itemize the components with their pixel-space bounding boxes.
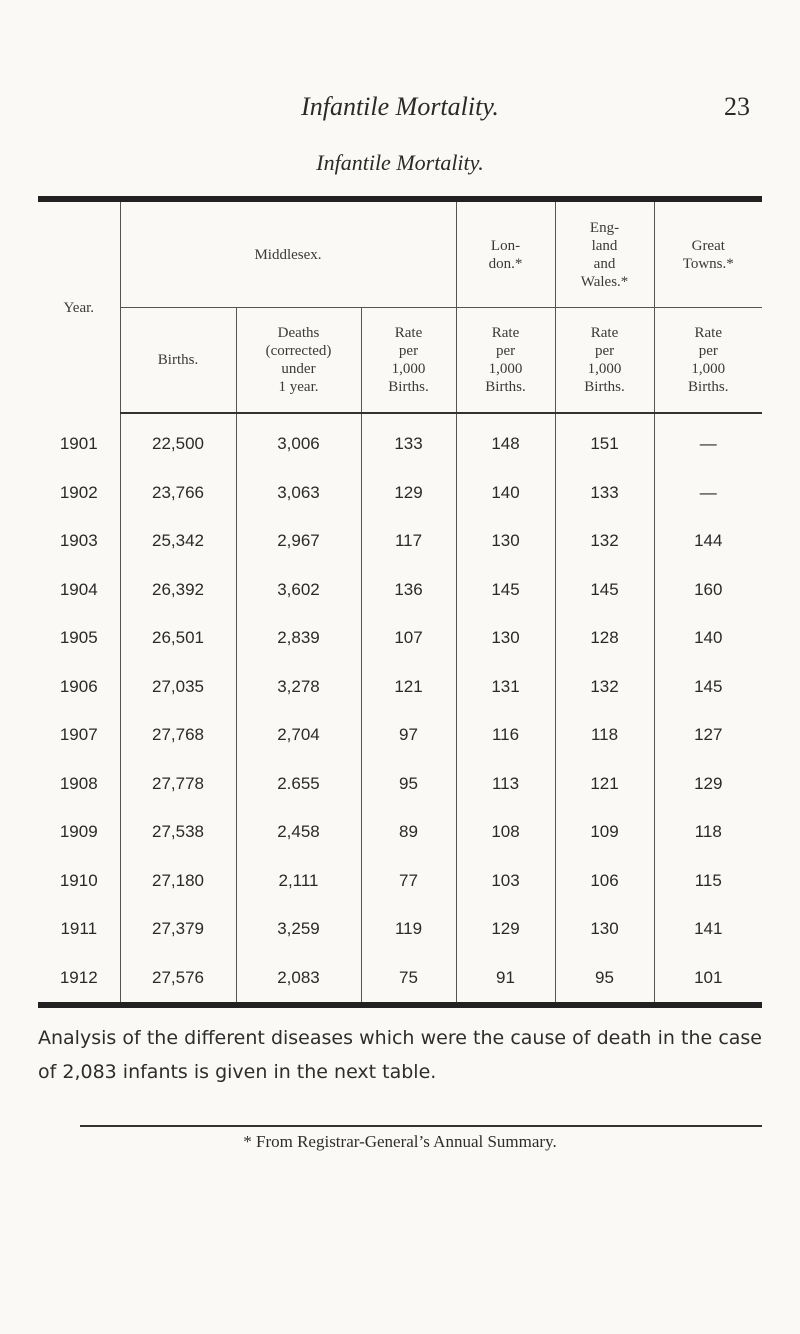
header-great-towns: Great Towns.* [654, 202, 762, 308]
running-title: Infantile Mortality. [301, 92, 499, 121]
header-rate-great-towns: Rate per 1,000 Births. [654, 308, 762, 414]
deaths-cell: 3,259 [236, 905, 361, 954]
rate-london-cell: 103 [456, 857, 555, 906]
header-rate-london: Rate per 1,000 Births. [456, 308, 555, 414]
rate-england-cell: 132 [555, 663, 654, 712]
table-row [38, 760, 762, 809]
rate-england-cell: 121 [555, 760, 654, 809]
table-row [38, 808, 762, 857]
rate-london-cell: 148 [456, 413, 555, 469]
rate-london-cell: 131 [456, 663, 555, 712]
rate-great-towns-cell: 145 [654, 663, 762, 712]
mortality-table [38, 196, 762, 1008]
header-rate-england: Rate per 1,000 Births. [555, 308, 654, 414]
rate-middlesex-cell: 75 [361, 954, 456, 1003]
births-cell: 25,342 [120, 517, 236, 566]
header-births: Births. [120, 308, 236, 414]
rate-great-towns-cell: 115 [654, 857, 762, 906]
header-deaths: Deaths (corrected) under 1 year. [236, 308, 361, 414]
rate-middlesex-cell: 107 [361, 614, 456, 663]
table-row [38, 413, 762, 469]
table-row [38, 566, 762, 615]
rate-london-cell: 116 [456, 711, 555, 760]
rate-england-cell: 106 [555, 857, 654, 906]
deaths-cell: 2.655 [236, 760, 361, 809]
year-cell: 1907 [59, 725, 98, 745]
footnote: * From Registrar-General’s Annual Summary. [243, 1132, 557, 1151]
rate-middlesex-cell: 95 [361, 760, 456, 809]
rate-england-cell: 118 [555, 711, 654, 760]
rate-london-cell: 140 [456, 469, 555, 518]
rate-middlesex-cell: 136 [361, 566, 456, 615]
deaths-cell: 2,704 [236, 711, 361, 760]
rate-england-cell: 151 [555, 413, 654, 469]
deaths-cell: 3,063 [236, 469, 361, 518]
year-cell: 1910 [59, 870, 98, 890]
rate-great-towns-cell: 129 [654, 760, 762, 809]
rate-great-towns-cell: 140 [654, 614, 762, 663]
rate-london-cell: 130 [456, 614, 555, 663]
year-cell: 1908 [59, 773, 98, 793]
year-cell: 1904 [59, 579, 98, 599]
table-row [38, 857, 762, 906]
footnote-divider [80, 1125, 762, 1127]
rate-great-towns-cell: 127 [654, 711, 762, 760]
header-middlesex: Middlesex. [120, 202, 456, 308]
rate-middlesex-cell: 129 [361, 469, 456, 518]
header-rate-middlesex: Rate per 1,000 Births. [361, 308, 456, 414]
header-year: Year. [63, 299, 95, 316]
births-cell: 22,500 [120, 413, 236, 469]
births-cell: 23,766 [120, 469, 236, 518]
births-cell: 27,035 [120, 663, 236, 712]
births-cell: 27,576 [120, 954, 236, 1003]
deaths-cell: 2,839 [236, 614, 361, 663]
births-cell: 26,501 [120, 614, 236, 663]
table-row [38, 469, 762, 518]
rate-middlesex-cell: 119 [361, 905, 456, 954]
rate-middlesex-cell: 133 [361, 413, 456, 469]
births-cell: 27,768 [120, 711, 236, 760]
year-cell: 1911 [60, 919, 98, 939]
rate-middlesex-cell: 117 [361, 517, 456, 566]
rate-england-cell: 133 [555, 469, 654, 518]
running-head [0, 92, 800, 132]
births-cell: 27,379 [120, 905, 236, 954]
rate-london-cell: 108 [456, 808, 555, 857]
rate-middlesex-cell: 97 [361, 711, 456, 760]
year-cell: 1912 [59, 967, 98, 987]
rate-england-cell: 145 [555, 566, 654, 615]
table-row [38, 614, 762, 663]
deaths-cell: 2,967 [236, 517, 361, 566]
year-cell: 1901 [59, 433, 98, 453]
rate-london-cell: 113 [456, 760, 555, 809]
rate-great-towns-cell: 160 [654, 566, 762, 615]
rate-england-cell: 128 [555, 614, 654, 663]
table-row [38, 663, 762, 712]
header-england-wales: Eng- land and Wales.* [555, 202, 654, 308]
rate-great-towns-cell: — [654, 413, 762, 469]
rate-great-towns-cell: 118 [654, 808, 762, 857]
year-cell: 1903 [59, 531, 98, 551]
table-row [38, 954, 762, 1003]
deaths-cell: 3,602 [236, 566, 361, 615]
rate-middlesex-cell: 77 [361, 857, 456, 906]
deaths-cell: 2,458 [236, 808, 361, 857]
table-row [38, 517, 762, 566]
table-row [38, 711, 762, 760]
rate-middlesex-cell: 89 [361, 808, 456, 857]
year-cell: 1906 [59, 676, 98, 696]
rate-england-cell: 95 [555, 954, 654, 1003]
rate-great-towns-cell: 144 [654, 517, 762, 566]
rate-london-cell: 129 [456, 905, 555, 954]
births-cell: 27,180 [120, 857, 236, 906]
rate-england-cell: 109 [555, 808, 654, 857]
deaths-cell: 3,006 [236, 413, 361, 469]
deaths-cell: 2,111 [236, 857, 361, 906]
analysis-paragraph: Analysis of the different diseases which were the cause of death in the case of 2,083 infants is given in the next table. [38, 1027, 762, 1083]
rate-middlesex-cell: 121 [361, 663, 456, 712]
deaths-cell: 2,083 [236, 954, 361, 1003]
year-cell: 1909 [59, 822, 98, 842]
deaths-cell: 3,278 [236, 663, 361, 712]
table-title: Infantile Mortality. [316, 150, 484, 175]
year-cell: 1905 [59, 628, 98, 648]
rate-england-cell: 130 [555, 905, 654, 954]
births-cell: 27,778 [120, 760, 236, 809]
rate-london-cell: 145 [456, 566, 555, 615]
table-row [38, 905, 762, 954]
rate-london-cell: 91 [456, 954, 555, 1003]
header-london: Lon- don.* [456, 202, 555, 308]
rate-great-towns-cell: — [654, 469, 762, 518]
births-cell: 27,538 [120, 808, 236, 857]
births-cell: 26,392 [120, 566, 236, 615]
rate-england-cell: 132 [555, 517, 654, 566]
rate-great-towns-cell: 141 [654, 905, 762, 954]
year-cell: 1902 [59, 482, 98, 502]
page-number: 23 [724, 92, 750, 121]
rate-london-cell: 130 [456, 517, 555, 566]
rate-great-towns-cell: 101 [654, 954, 762, 1003]
